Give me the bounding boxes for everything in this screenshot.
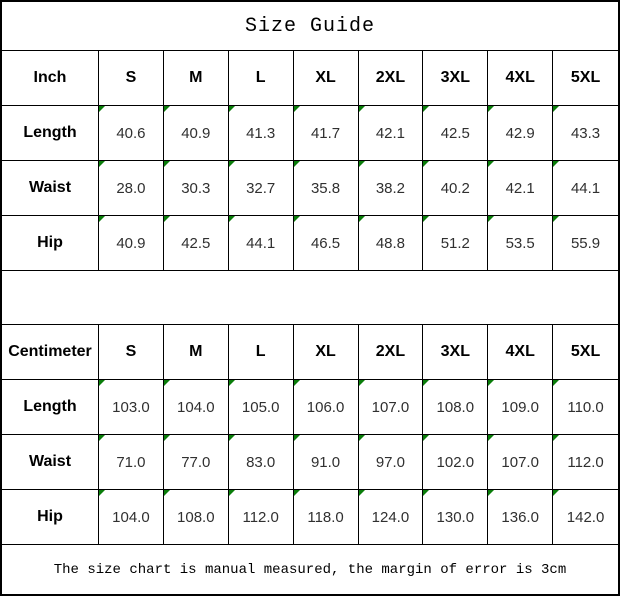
size-value: 42.5: [181, 234, 211, 252]
size-value-cell: [229, 490, 294, 545]
size-value-cell: [229, 106, 294, 161]
size-value: 77.0: [181, 453, 211, 471]
size-value: 106.0: [306, 398, 345, 416]
size-value-cell: [488, 161, 553, 216]
table-row-length-inch: [2, 106, 618, 161]
size-guide-title: Size Guide: [2, 2, 618, 51]
size-value: 40.2: [440, 179, 470, 197]
size-value-cell: [99, 161, 164, 216]
inch-header-row: [2, 51, 618, 106]
size-value: 108.0: [177, 508, 215, 526]
comment-marker-icon: [488, 380, 494, 386]
comment-marker-icon: [99, 435, 105, 441]
comment-marker-icon: [99, 216, 105, 222]
spacer-cell: [2, 271, 618, 325]
column-header-s: S: [99, 325, 164, 380]
comment-marker-icon: [164, 161, 170, 167]
comment-marker-icon: [294, 106, 300, 112]
comment-marker-icon: [553, 380, 559, 386]
size-value: 91.0: [310, 453, 341, 471]
size-value-cell: [294, 435, 359, 490]
size-value: 110.0: [567, 398, 604, 416]
size-value-cell: [359, 490, 424, 545]
comment-marker-icon: [294, 216, 300, 222]
size-value: 71.0: [116, 453, 146, 471]
comment-marker-icon: [294, 380, 300, 386]
comment-marker-icon: [359, 435, 365, 441]
size-value: 44.1: [246, 234, 276, 252]
size-value: 136.0: [501, 508, 539, 526]
size-value-cell: [423, 490, 488, 545]
size-value: 107.0: [501, 453, 539, 471]
table-row-hip-inch: [2, 216, 618, 271]
size-value: 40.9: [181, 124, 211, 142]
size-value: 142.0: [566, 508, 605, 526]
column-header-3xl: 3XL: [423, 325, 488, 380]
comment-marker-icon: [229, 161, 235, 167]
comment-marker-icon: [553, 161, 559, 167]
comment-marker-icon: [229, 490, 235, 496]
size-value-cell: [294, 216, 359, 271]
comment-marker-icon: [229, 435, 235, 441]
comment-marker-icon: [164, 435, 170, 441]
comment-marker-icon: [553, 216, 559, 222]
comment-marker-icon: [359, 216, 365, 222]
comment-marker-icon: [359, 161, 365, 167]
row-label-cell: Waist: [2, 161, 99, 216]
size-value: 42.1: [375, 124, 406, 142]
comment-marker-icon: [423, 380, 429, 386]
size-value-cell: [294, 106, 359, 161]
size-value: 42.5: [440, 124, 470, 142]
size-value-cell: [164, 380, 229, 435]
size-value-cell: [99, 435, 164, 490]
size-value: 102.0: [436, 453, 475, 471]
comment-marker-icon: [488, 161, 494, 167]
column-header-xl: XL: [294, 325, 359, 380]
size-value-cell: [423, 161, 488, 216]
column-header-5xl: 5XL: [553, 51, 618, 106]
comment-marker-icon: [423, 161, 429, 167]
size-value-cell: [488, 380, 553, 435]
size-value-cell: [423, 216, 488, 271]
row-label-cell: Length: [2, 106, 99, 161]
comment-marker-icon: [164, 380, 170, 386]
size-value: 118.0: [307, 508, 344, 526]
comment-marker-icon: [488, 216, 494, 222]
unit-header-centimeter: Centimeter: [2, 325, 99, 380]
size-value-cell: [553, 380, 618, 435]
column-header-2xl: 2XL: [359, 325, 424, 380]
size-value: 53.5: [505, 234, 535, 252]
size-value: 83.0: [246, 453, 276, 471]
size-value-cell: [553, 106, 618, 161]
title-row: [2, 2, 618, 51]
size-value-cell: [229, 216, 294, 271]
size-value-cell: [294, 490, 359, 545]
comment-marker-icon: [229, 216, 235, 222]
comment-marker-icon: [99, 490, 105, 496]
size-value: 38.2: [375, 179, 406, 197]
size-value-cell: [99, 106, 164, 161]
size-value: 42.9: [505, 124, 535, 142]
comment-marker-icon: [488, 490, 494, 496]
column-header-4xl: 4XL: [488, 51, 553, 106]
column-header-4xl: 4XL: [488, 325, 553, 380]
size-value: 28.0: [116, 179, 146, 197]
size-value-cell: [488, 435, 553, 490]
size-value-cell: [488, 216, 553, 271]
comment-marker-icon: [553, 435, 559, 441]
size-value: 44.1: [570, 179, 601, 197]
size-value-cell: [553, 490, 618, 545]
size-value-cell: [164, 216, 229, 271]
note-row: [2, 545, 618, 594]
column-header-l: L: [229, 51, 294, 106]
size-value-cell: [164, 161, 229, 216]
size-value-cell: [294, 380, 359, 435]
size-value-cell: [359, 435, 424, 490]
size-value-cell: [294, 161, 359, 216]
comment-marker-icon: [229, 380, 235, 386]
comment-marker-icon: [359, 380, 365, 386]
size-value: 43.3: [570, 124, 601, 142]
size-value-cell: [229, 380, 294, 435]
column-header-xl: XL: [294, 51, 359, 106]
size-value: 40.6: [116, 124, 146, 142]
size-value: 124.0: [371, 508, 410, 526]
size-value-cell: [488, 490, 553, 545]
table-row-waist-inch: [2, 161, 618, 216]
size-value: 130.0: [436, 508, 475, 526]
column-header-m: M: [164, 51, 229, 106]
comment-marker-icon: [164, 106, 170, 112]
size-value: 40.9: [116, 234, 146, 252]
size-value-cell: [99, 216, 164, 271]
comment-marker-icon: [164, 490, 170, 496]
table-row-waist-cm: [2, 435, 618, 490]
size-value-cell: [423, 380, 488, 435]
size-value: 30.3: [181, 179, 211, 197]
size-value: 48.8: [375, 234, 406, 252]
comment-marker-icon: [488, 435, 494, 441]
row-label-cell: Hip: [2, 216, 99, 271]
size-value-cell: [229, 435, 294, 490]
size-value: 41.7: [310, 124, 341, 142]
unit-header-inch: Inch: [2, 51, 99, 106]
size-value: 41.3: [246, 124, 276, 142]
size-value: 104.0: [112, 508, 150, 526]
size-value: 105.0: [241, 398, 280, 416]
size-value: 51.2: [440, 234, 470, 252]
size-value: 42.1: [505, 179, 535, 197]
size-value-cell: [553, 435, 618, 490]
size-value-cell: [359, 380, 424, 435]
column-header-2xl: 2XL: [359, 51, 424, 106]
size-value-cell: [164, 435, 229, 490]
size-value-cell: [164, 490, 229, 545]
size-value-cell: [229, 161, 294, 216]
comment-marker-icon: [423, 216, 429, 222]
size-value-cell: [99, 380, 164, 435]
size-value-cell: [553, 216, 618, 271]
size-value: 112.0: [242, 508, 279, 526]
comment-marker-icon: [99, 161, 105, 167]
measurement-note: The size chart is manual measured, the margin of error is 3cm: [2, 545, 618, 594]
comment-marker-icon: [553, 490, 559, 496]
size-value: 107.0: [371, 398, 410, 416]
column-header-m: M: [164, 325, 229, 380]
comment-marker-icon: [359, 106, 365, 112]
size-value-cell: [164, 106, 229, 161]
comment-marker-icon: [423, 106, 429, 112]
comment-marker-icon: [423, 490, 429, 496]
centimeter-header-row: [2, 325, 618, 380]
size-value: 103.0: [112, 398, 150, 416]
comment-marker-icon: [294, 161, 300, 167]
comment-marker-icon: [359, 490, 365, 496]
column-header-l: L: [229, 325, 294, 380]
size-value-cell: [359, 216, 424, 271]
size-value-cell: [423, 435, 488, 490]
comment-marker-icon: [294, 435, 300, 441]
comment-marker-icon: [229, 106, 235, 112]
row-label-cell: Waist: [2, 435, 99, 490]
size-value-cell: [99, 490, 164, 545]
size-value-cell: [359, 161, 424, 216]
spacer-row: [2, 271, 618, 325]
size-value: 104.0: [177, 398, 215, 416]
size-value: 97.0: [375, 453, 406, 471]
size-value-cell: [359, 106, 424, 161]
comment-marker-icon: [99, 380, 105, 386]
column-header-5xl: 5XL: [553, 325, 618, 380]
comment-marker-icon: [99, 106, 105, 112]
comment-marker-icon: [553, 106, 559, 112]
size-value: 35.8: [310, 179, 341, 197]
size-value: 32.7: [246, 179, 276, 197]
size-value-cell: [423, 106, 488, 161]
size-value: 46.5: [310, 234, 341, 252]
column-header-3xl: 3XL: [423, 51, 488, 106]
size-value-cell: [553, 161, 618, 216]
table-row-length-cm: [2, 380, 618, 435]
comment-marker-icon: [423, 435, 429, 441]
size-value: 55.9: [570, 234, 601, 252]
table-row-hip-cm: [2, 490, 618, 545]
row-label-cell: Hip: [2, 490, 99, 545]
row-label-cell: Length: [2, 380, 99, 435]
size-value: 109.0: [501, 398, 539, 416]
size-value-cell: [488, 106, 553, 161]
comment-marker-icon: [488, 106, 494, 112]
comment-marker-icon: [164, 216, 170, 222]
size-value: 108.0: [436, 398, 475, 416]
size-value: 112.0: [567, 453, 604, 471]
comment-marker-icon: [294, 490, 300, 496]
column-header-s: S: [99, 51, 164, 106]
